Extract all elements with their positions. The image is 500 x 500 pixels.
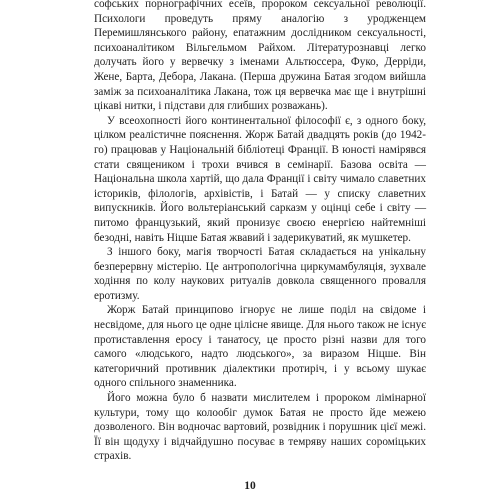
paragraph-1: софських порнографічних есеїв, пророком сексуальної революції. Психологи проведуть пряму аналогію з уродженцем Перемишлянського району, епатажним дослідником сексуальності, психоаналітиком Вільгельмом Райхом. Літературознавці легко долучать його у вервечку з іменами Альтюссера, Фуко, Дерріди, Жене, Барта, Дебора, Лакана. (Перша дружина Батая згодом вийшла заміж за психоаналітика Лакана, тож ця вервечка має ще і внутрішні цікаві нитки, і підстави для глибших розважань). [94,0,426,113]
page-number: 10 [244,480,256,492]
paragraph-4: Жорж Батай принципово ігнорує не лише поділ на свідоме і несвідоме, для нього це одне цілісне явище. Для нього також не існує протиставлення еросу і танатосу, це просто різні назви для того самого «людського, надто людського», за виразом Ніцше. Він категоричний противник діалектики протиріч, і у всьому шукає одного спільного знаменника. [94,304,426,390]
paragraph-2: У всеохопності його континентальної філософії є, з одного боку, цілком реалістичне пояснення. Жорж Батай двадцять років (до 1942-го) працював у Національній бібліотеці Франції. В юності намірявся стати священиком і трохи вчився в семінарії. Базова освіта — Національна школа хартій, що дала Франції і світу чимало славетних істориків, філологів, архівістів, і Батай — у списку славетних випускників. Його вольтеріанський сарказм у оцінці себе і світу — питомо французький, який пронизує своєю енергією найтемніші безодні, навіть Ніцше Батая жвавий і задерикуватий, як мушкетер. [94,114,426,244]
paragraph-5: Його можна було б назвати мислителем і пророком лімінарної культури, тому що колообіг думок Батая не просто йде межею дозволеного. Він водночас вартовий, розвідник і порушник цієї межі. Її він щодуху і відчайдушно посуває в темряву наших сороміцьких страхів. [94,392,426,463]
paragraph-3: З іншого боку, магія творчості Батая складається на унікальну безперервну містерію. Це антропологічна циркумамбуляція, зухвале ходіння по колу наукових ритуалів довкола священного провалля еротизму. [94,246,426,302]
book-page [94,0,426,500]
